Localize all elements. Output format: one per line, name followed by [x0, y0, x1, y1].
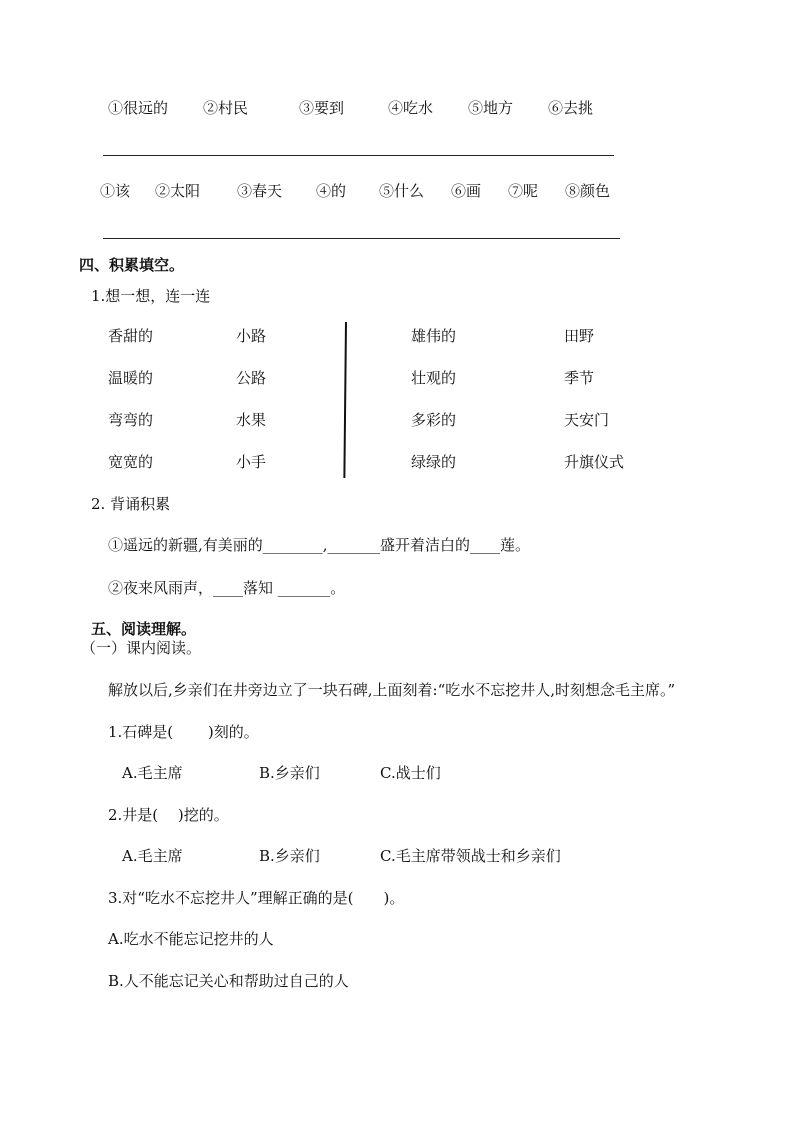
match-item[interactable]: 壮观的 [411, 369, 457, 387]
word-option: ⑧颜色 [565, 182, 611, 200]
choice-option[interactable]: B.乡亲们 [259, 847, 320, 865]
match-item[interactable]: 宽宽的 [108, 453, 154, 471]
word-option: ③要到 [299, 99, 345, 117]
match-item[interactable]: 小路 [236, 327, 267, 345]
fill-blank-line[interactable]: ①遥远的新疆,有美丽的________,_______盛开着洁白的____莲。 [108, 536, 531, 554]
match-item[interactable]: 小手 [236, 453, 267, 471]
match-item[interactable]: 雄伟的 [411, 327, 457, 345]
choice-option[interactable]: C.毛主席带领战士和乡亲们 [380, 847, 561, 865]
word-option: ④的 [316, 182, 347, 200]
word-option: ③春天 [237, 182, 283, 200]
word-option: ④吃水 [388, 99, 434, 117]
word-option: ①很远的 [108, 99, 169, 117]
match-item[interactable]: 公路 [236, 369, 267, 387]
choice-option[interactable]: A.毛主席 [122, 847, 183, 865]
match-item[interactable]: 温暖的 [108, 369, 154, 387]
word-option: ⑤地方 [468, 99, 514, 117]
match-item[interactable]: 田野 [564, 327, 595, 345]
fill-blank-line[interactable]: ②夜来风雨声，____落知 _______。 [108, 579, 346, 597]
match-item[interactable]: 天安门 [564, 411, 610, 429]
word-option: ②村民 [203, 99, 249, 117]
question-text: 2.井是( )挖的。 [108, 806, 229, 824]
match-item[interactable]: 季节 [564, 369, 595, 387]
choice-option[interactable]: C.战士们 [380, 764, 441, 782]
match-item[interactable]: 多彩的 [411, 411, 457, 429]
reading-passage: 解放以后,乡亲们在井旁边立了一块石碑,上面刻着:“吃水不忘挖井人,时刻想念毛主席。” [108, 681, 676, 699]
subsection-title: （一）课内阅读。 [81, 639, 202, 657]
choice-option[interactable]: B.人不能忘记关心和帮助过自己的人 [108, 972, 349, 990]
word-option: ②太阳 [155, 182, 201, 200]
match-item[interactable]: 升旗仪式 [564, 453, 625, 471]
word-option: ⑦呢 [508, 182, 539, 200]
question-title: 1.想一想，连一连 [91, 287, 211, 305]
word-option: ⑥画 [451, 182, 482, 200]
column-divider [343, 322, 347, 478]
answer-line-1[interactable] [103, 155, 614, 156]
section-title: 五、阅读理解。 [91, 620, 197, 638]
word-option: ⑤什么 [379, 182, 425, 200]
choice-option[interactable]: A.吃水不能忘记挖井的人 [108, 930, 274, 948]
match-item[interactable]: 绿绿的 [411, 453, 457, 471]
question-title: 2. 背诵积累 [91, 495, 171, 513]
match-item[interactable]: 弯弯的 [108, 411, 154, 429]
choice-option[interactable]: B.乡亲们 [259, 764, 320, 782]
word-option: ⑥去挑 [548, 99, 594, 117]
match-item[interactable]: 香甜的 [108, 327, 154, 345]
match-item[interactable]: 水果 [236, 411, 267, 429]
choice-option[interactable]: A.毛主席 [122, 764, 183, 782]
section-title: 四、积累填空。 [79, 256, 185, 274]
question-text: 3.对“吃水不忘挖井人”理解正确的是( )。 [108, 889, 405, 907]
question-text: 1.石碑是( )刻的。 [108, 723, 259, 741]
word-option: ①该 [100, 182, 131, 200]
answer-line-2[interactable] [103, 238, 620, 239]
